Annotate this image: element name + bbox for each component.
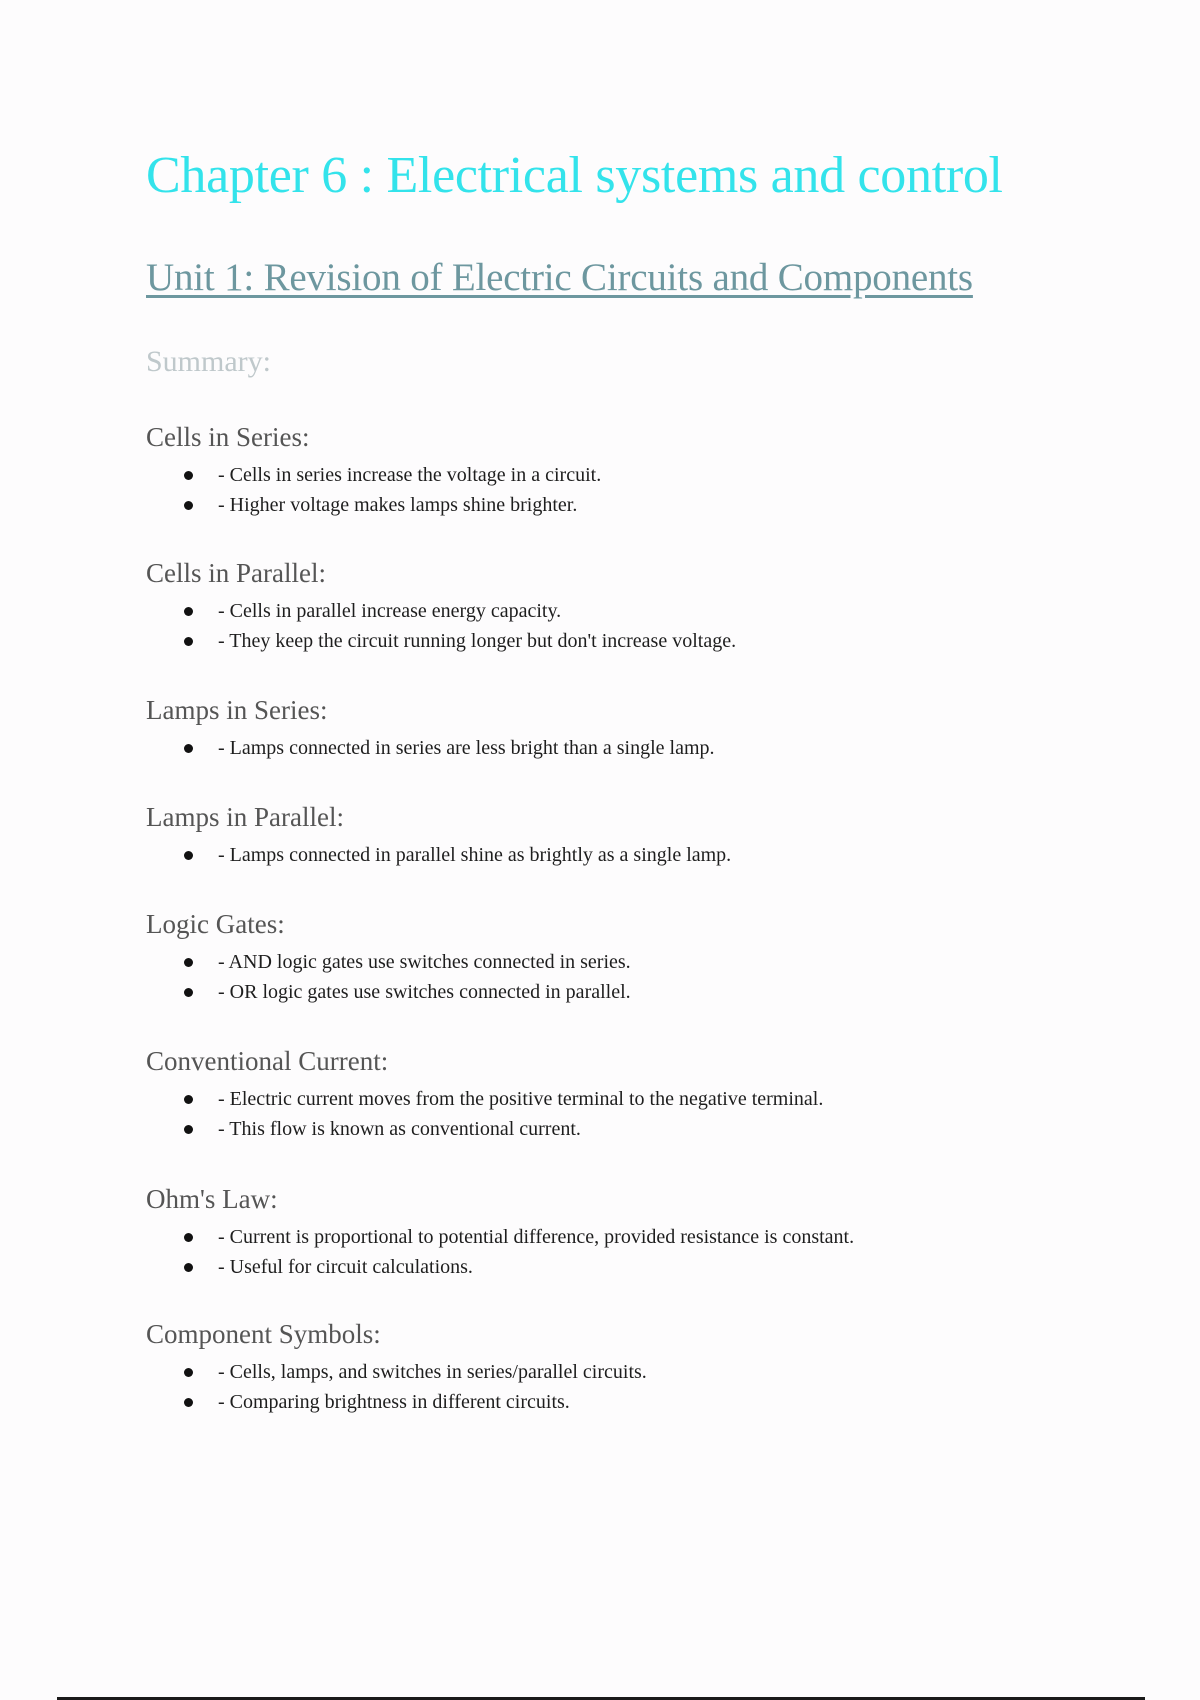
section-component-symbols <box>146 1317 1046 1417</box>
list-item <box>146 596 1046 626</box>
section-heading: Lamps in Series: <box>146 695 328 725</box>
bullet-dot-icon <box>184 637 193 646</box>
list-item-text: - Useful for circuit calculations. <box>218 1256 473 1278</box>
section-heading: Logic Gates: <box>146 909 285 939</box>
bullet-dot-icon <box>184 1125 193 1134</box>
section-lamps-in-parallel <box>146 800 1046 870</box>
list-item <box>146 733 1046 763</box>
list-item-text: - Comparing brightness in different circuits. <box>218 1391 570 1413</box>
bullet-list <box>146 1084 1046 1144</box>
bullet-dot-icon <box>184 1095 193 1104</box>
section-logic-gates <box>146 907 1046 1007</box>
bullet-dot-icon <box>184 958 193 967</box>
list-item <box>146 1084 1046 1114</box>
bullet-dot-icon <box>184 607 193 616</box>
bullet-dot-icon <box>184 471 193 480</box>
section-cells-in-parallel <box>146 556 1046 656</box>
list-item-text: - This flow is known as conventional current. <box>218 1118 581 1140</box>
list-item <box>146 840 1046 870</box>
list-item <box>146 977 1046 1007</box>
bullet-dot-icon <box>184 1398 193 1407</box>
bullet-list <box>146 733 1046 763</box>
bullet-list <box>146 460 1046 520</box>
summary-label: Summary: <box>146 345 271 378</box>
list-item-text: - OR logic gates use switches connected in parallel. <box>218 981 631 1003</box>
section-lamps-in-series <box>146 693 1046 763</box>
list-item <box>146 626 1046 656</box>
list-item-text: - Electric current moves from the positive terminal to the negative terminal. <box>218 1088 824 1110</box>
chapter-title: Chapter 6 : Electrical systems and control <box>146 147 1003 204</box>
list-item-text: - Cells, lamps, and switches in series/parallel circuits. <box>218 1361 647 1383</box>
section-conventional-current <box>146 1044 1046 1144</box>
list-item-text: - Cells in parallel increase energy capacity. <box>218 600 562 622</box>
list-item <box>146 1252 1046 1282</box>
list-item <box>146 1357 1046 1387</box>
bullet-dot-icon <box>184 501 193 510</box>
list-item <box>146 490 1046 520</box>
section-heading: Cells in Parallel: <box>146 558 326 588</box>
list-item-text: - Lamps connected in parallel shine as brightly as a single lamp. <box>218 844 732 866</box>
bullet-dot-icon <box>184 744 193 753</box>
section-heading: Conventional Current: <box>146 1046 389 1076</box>
list-item-text: - Current is proportional to potential difference, provided resistance is constant. <box>218 1226 855 1248</box>
list-item-text: - AND logic gates use switches connected in series. <box>218 951 631 973</box>
bullet-list <box>146 596 1046 656</box>
bullet-dot-icon <box>184 988 193 997</box>
bullet-list <box>146 1222 1046 1282</box>
bullet-dot-icon <box>184 1368 193 1377</box>
section-ohms-law <box>146 1182 1046 1282</box>
bullet-dot-icon <box>184 1263 193 1272</box>
bullet-list <box>146 840 1046 870</box>
bullet-dot-icon <box>184 1233 193 1242</box>
list-item <box>146 1222 1046 1252</box>
bullet-list <box>146 1357 1046 1417</box>
list-item <box>146 1387 1046 1417</box>
bullet-dot-icon <box>184 851 193 860</box>
list-item-text: - Higher voltage makes lamps shine brighter. <box>218 494 578 516</box>
unit-title: Unit 1: Revision of Electric Circuits and Components <box>146 256 973 299</box>
list-item <box>146 1114 1046 1144</box>
list-item-text: - Lamps connected in series are less bright than a single lamp. <box>218 737 715 759</box>
section-heading: Cells in Series: <box>146 422 310 452</box>
bullet-list <box>146 947 1046 1007</box>
section-heading: Ohm's Law: <box>146 1184 278 1214</box>
list-item-text: - Cells in series increase the voltage in a circuit. <box>218 464 602 486</box>
list-item-text: - They keep the circuit running longer but don't increase voltage. <box>218 630 737 652</box>
section-heading: Lamps in Parallel: <box>146 802 344 832</box>
list-item <box>146 460 1046 490</box>
section-cells-in-series <box>146 420 1046 520</box>
section-heading: Component Symbols: <box>146 1319 381 1349</box>
list-item <box>146 947 1046 977</box>
